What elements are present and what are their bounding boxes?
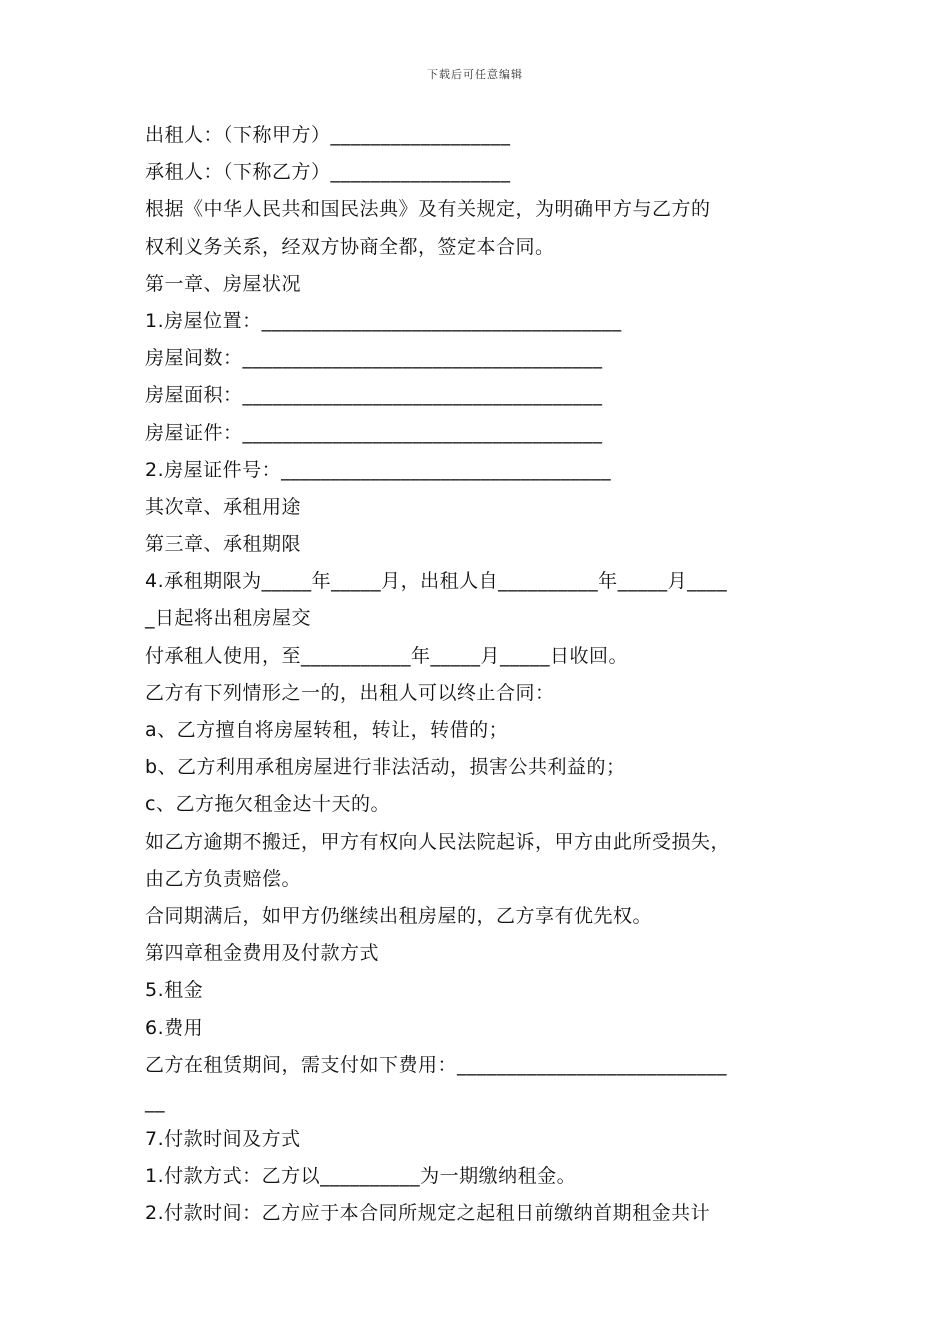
lessor-line: 出租人：（下称甲方）__________________ <box>145 124 511 146</box>
document-body <box>145 117 835 1233</box>
fees-line-2: __ <box>145 1090 165 1113</box>
lease-term-line-3: 付承租人使用，至___________年_____月_____日收回。 <box>145 644 629 667</box>
chapter-2-heading: 其次章、承租用途 <box>145 495 302 518</box>
termination-item-c: c、乙方拖欠租金达十天的。 <box>145 793 390 816</box>
termination-item-b: b、乙方利用承租房屋进行非法活动，损害公共利益的； <box>145 756 626 779</box>
overdue-clause-line-1: 如乙方逾期不搬迁，甲方有权向人民法院起诉，甲方由此所受损失， <box>145 830 731 853</box>
house-location-line: 1.房屋位置：____________________________________ <box>145 309 622 332</box>
chapter-4-heading: 第四章租金费用及付款方式 <box>145 942 380 965</box>
house-area-line: 房屋面积：____________________________________ <box>145 384 603 407</box>
payment-method-line: 1.付款方式：乙方以__________为一期缴纳租金。 <box>145 1165 577 1188</box>
lease-term-line-1: 4.承租期限为_____年_____月，出租人自__________年_____月____ <box>145 570 728 593</box>
chapter-1-heading: 第一章、房屋状况 <box>145 272 302 295</box>
house-rooms-line: 房屋间数：____________________________________ <box>145 347 603 370</box>
rent-heading: 5.租金 <box>145 979 204 1002</box>
house-certificate-number-line: 2.房屋证件号：_________________________________ <box>145 458 612 481</box>
lessee-line: 承租人：（下称乙方）__________________ <box>145 161 511 184</box>
termination-intro: 乙方有下列情形之一的，出租人可以终止合同： <box>145 681 555 704</box>
lease-term-line-2: _日起将出租房屋交 <box>145 607 312 630</box>
chapter-3-heading: 第三章、承租期限 <box>145 533 302 556</box>
page-header-note: 下载后可任意编辑 <box>427 68 523 81</box>
payment-heading: 7.付款时间及方式 <box>145 1128 301 1151</box>
house-certificate-line: 房屋证件：____________________________________ <box>145 421 603 444</box>
priority-clause: 合同期满后，如甲方仍继续出租房屋的，乙方享有优先权。 <box>145 904 653 927</box>
preamble-line-1: 根据《中华人民共和国民法典》及有关规定，为明确甲方与乙方的 <box>145 198 711 221</box>
preamble-line-2: 权利义务关系，经双方协商全都，签定本合同。 <box>145 235 555 258</box>
termination-item-a: a、乙方擅自将房屋转租，转让，转借的； <box>145 719 509 741</box>
fees-line-1: 乙方在租赁期间，需支付如下费用：___________________________ <box>145 1053 728 1076</box>
fees-heading: 6.费用 <box>145 1016 204 1039</box>
payment-time-line: 2.付款时间：乙方应于本合同所规定之起租日前缴纳首期租金共计 <box>145 1202 711 1225</box>
overdue-clause-line-2: 由乙方负责赔偿。 <box>145 867 302 890</box>
